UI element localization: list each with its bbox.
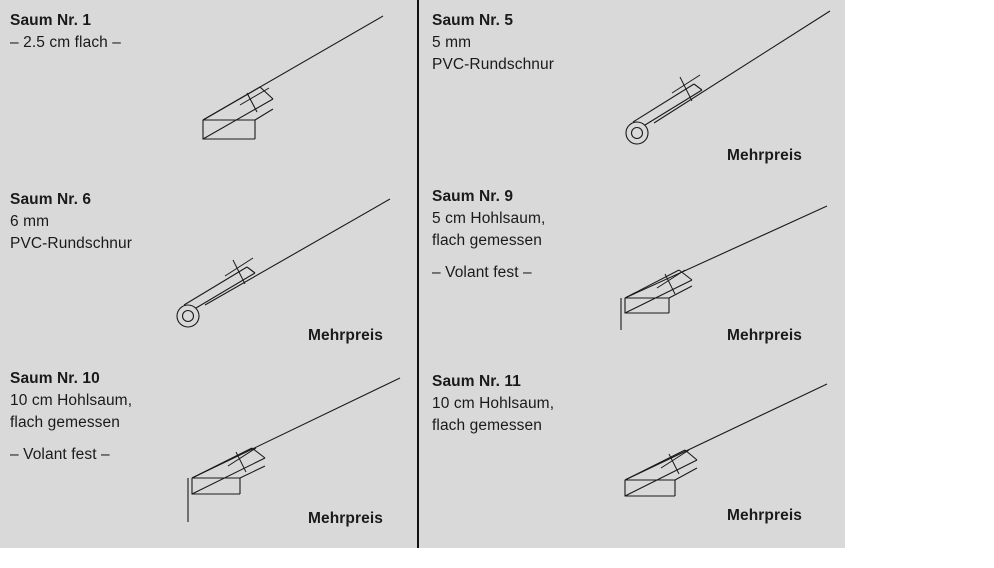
hem-item-title: Saum Nr. 9 [432, 188, 514, 205]
hem-item-line-2: flach gemessen [432, 232, 542, 249]
hem-drawing-flat-tube [597, 378, 837, 518]
hem-mehrpreis-label: Mehrpreis [727, 507, 802, 524]
hem-item-line-2: PVC-Rundschnur [10, 235, 133, 252]
hem-item-line-2: flach gemessen [10, 414, 120, 431]
hem-item-labels [10, 368, 132, 466]
hem-item-saum-9 [417, 175, 845, 350]
hem-item-labels [432, 371, 554, 437]
hem-mehrpreis-label: Mehrpreis [727, 147, 802, 164]
hem-item-saum-10 [0, 350, 417, 548]
hem-item-saum-11 [417, 350, 845, 548]
hem-item-saum-5 [417, 0, 845, 175]
hem-drawing-cord-loop [602, 5, 842, 150]
hem-item-line-1: 6 mm [10, 213, 50, 230]
hem-drawing-flat-tube [185, 10, 405, 150]
hem-volant-label: – Volant fest – [432, 264, 532, 281]
hem-item-labels [432, 186, 545, 284]
hem-item-title: Saum Nr. 5 [432, 12, 514, 29]
hem-item-line-1: 5 cm Hohlsaum, [432, 210, 546, 227]
hem-mehrpreis-label: Mehrpreis [308, 327, 383, 344]
hem-mehrpreis-label: Mehrpreis [308, 510, 383, 527]
hem-item-line-2: flach gemessen [432, 417, 542, 434]
hem-item-line-2: PVC-Rundschnur [432, 56, 555, 73]
hem-item-line-1: 5 mm [432, 34, 472, 51]
hem-mehrpreis-label: Mehrpreis [727, 327, 802, 344]
hem-drawing-cord-loop [165, 193, 405, 333]
hem-item-title: Saum Nr. 11 [432, 373, 521, 390]
hem-drawing-flat-tube-flap [597, 200, 837, 330]
hem-drawing-flat-tube-flap [170, 372, 410, 522]
hem-item-title: Saum Nr. 6 [10, 191, 92, 208]
hem-item-title: Saum Nr. 1 [10, 12, 92, 29]
hem-item-labels [432, 10, 554, 76]
hem-item-saum-1 [0, 0, 417, 175]
hem-item-title: Saum Nr. 10 [10, 370, 100, 387]
hem-item-saum-6 [0, 175, 417, 350]
hem-item-line-1: 10 cm Hohlsaum, [432, 395, 555, 412]
hem-item-line-1: – 2.5 cm flach – [10, 34, 122, 51]
hem-item-line-1: 10 cm Hohlsaum, [10, 392, 133, 409]
hem-item-labels [10, 189, 132, 255]
hem-item-labels [10, 10, 121, 54]
hem-volant-label: – Volant fest – [10, 446, 110, 463]
